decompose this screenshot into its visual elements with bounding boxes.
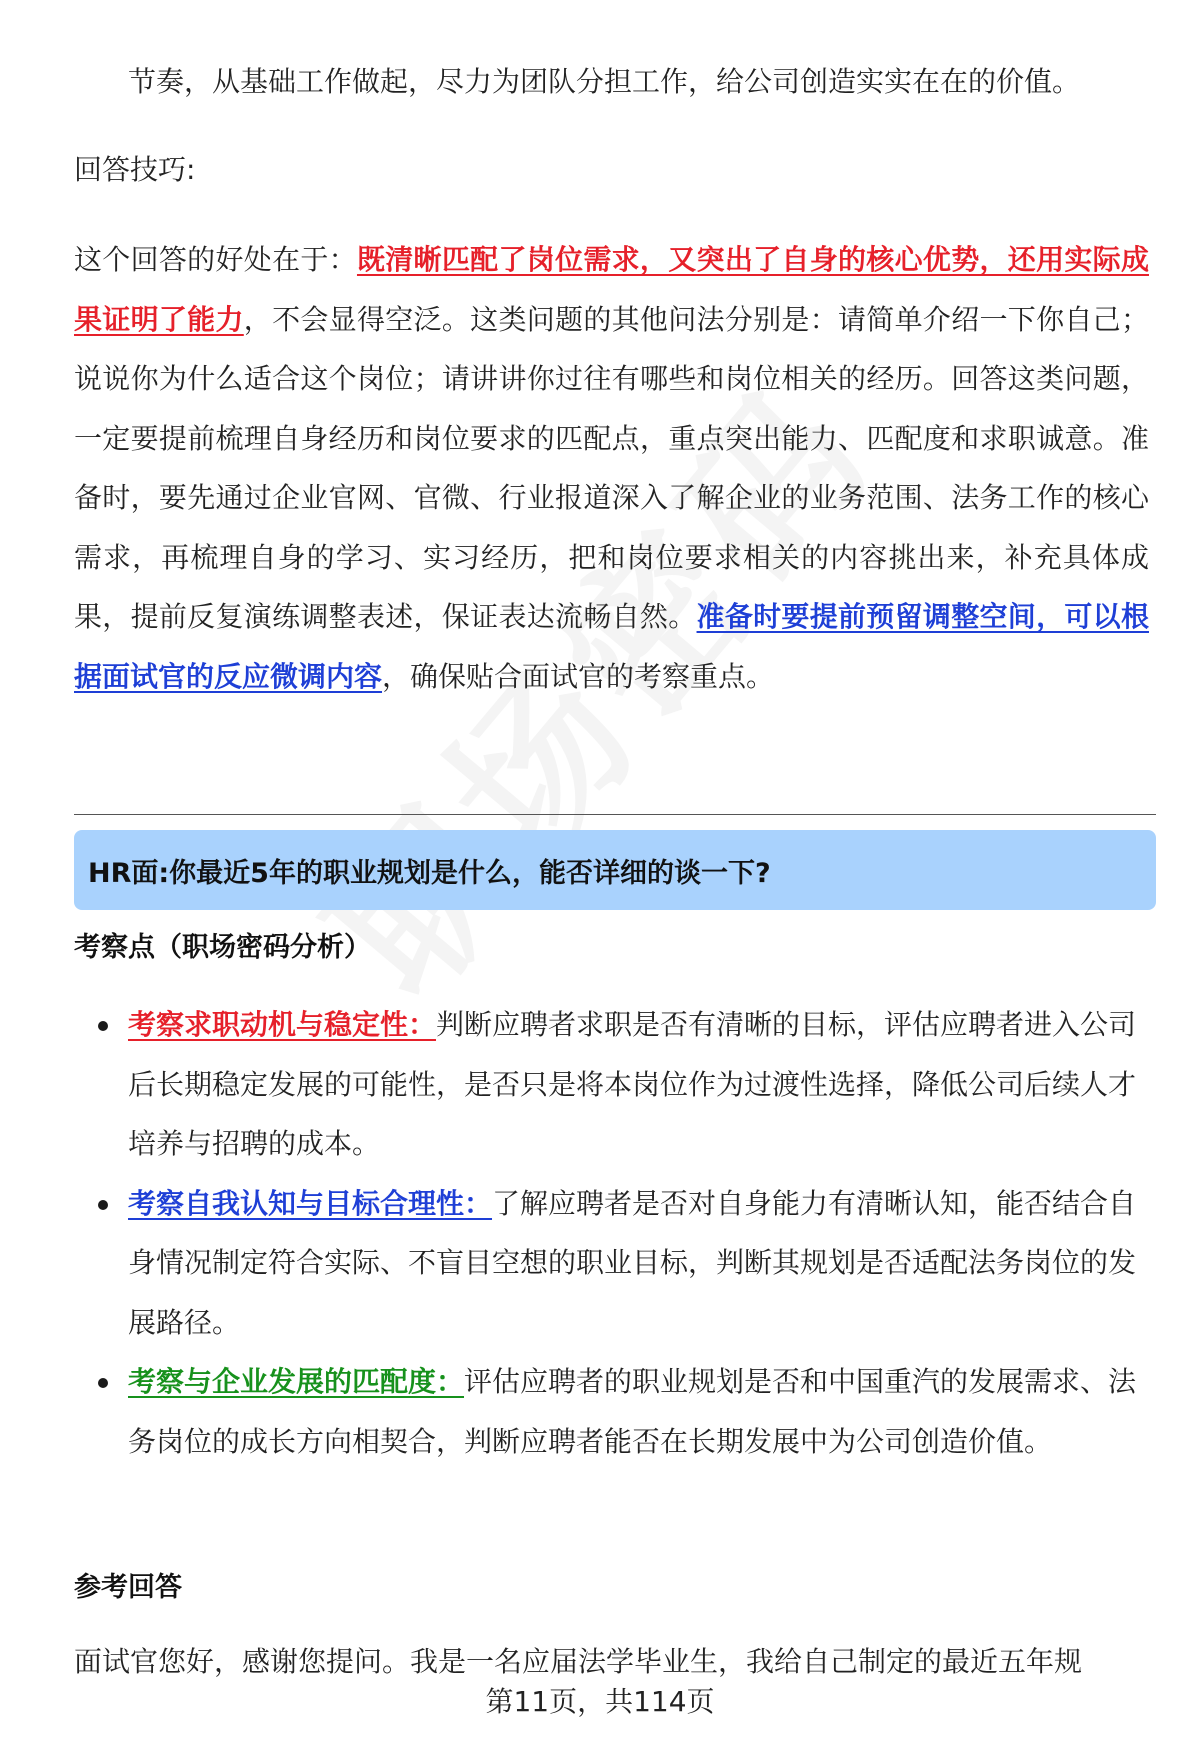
reference-title: 参考回答 [74,1572,182,1603]
tips-heading-text: 回答技巧: [74,153,196,186]
blue-highlight: 准备时要提前预留调整空间，可以根据面试官的反应微调内容 [74,600,1149,693]
analysis-list [74,995,1156,1471]
analysis-text: 了解应聘者是否对自身能力有清晰认知，能否结合自身情况制定符合实际、不盲目空想的职业目标，判断其规划是否适配法务岗位的发展路径。 [128,1186,1137,1339]
analysis-item-motivation [74,995,1156,1174]
section-divider [74,814,1156,815]
analysis-item-company-fit [74,1352,1156,1471]
bullet-dot [98,1021,108,1031]
bullet-dot [98,1378,108,1388]
analysis-text: 判断应聘者求职是否有清晰的目标，评估应聘者进入公司后长期稳定发展的可能性，是否只是将本岗位作为过渡性选择，降低公司后续人才培养与招聘的成本。 [128,1008,1137,1160]
red-highlight: 既清晰匹配了岗位需求，又突出了自身的核心优势，还用实际成果证明了能力 [74,243,1149,336]
tips-body: ，不会显得空泛。这类问题的其他问法分别是：请简单介绍一下你自己；说说你为什么适合这个岗位；请讲讲你过往有哪些和岗位相关的经历。回答这类问题，一定要提前梳理自身经历和岗位要求的匹配点，重点突出能力、匹配度和求职诚意。准备时，要先通过企业官网、官微、行业报道深入了解企业的业务范围、法务工作的核心需求，再梳理自身的学习、实习经历，把和岗位要求相关的内容挑出来，补充具体成果，提前反复演练调整表述，保证表达流畅自然。 [74,302,1149,633]
analysis-label: 考察与企业发展的匹配度： [128,1365,465,1398]
analysis-title: 考察点（职场密码分析） [74,932,371,963]
question-banner [74,830,1156,910]
page-footer: 第11页，共114页 [485,1685,715,1718]
tips-prefix: 这个回答的好处在于： [74,243,357,276]
continuation-paragraph [74,52,1149,112]
analysis-label: 考察求职动机与稳定性： [128,1008,437,1041]
tips-suffix: ，确保贴合面试官的考察重点。 [382,659,775,693]
reference-text: 面试官您好，感谢您提问。我是一名应届法学毕业生，我给自己制定的最近五年规 [74,1645,1083,1678]
continuation-text: 节奏，从基础工作做起，尽力为团队分担工作，给公司创造实实在在的价值。 [128,65,1081,98]
bullet-dot [98,1200,108,1210]
analysis-label: 考察自我认知与目标合理性： [128,1186,493,1220]
question-text: HR面:你最近5年的职业规划是什么，能否详细的谈一下? [88,857,771,889]
tips-heading [74,140,1149,200]
analysis-item-self-awareness [74,1174,1156,1353]
analysis-text: 评估应聘者的职业规划是否和中国重汽的发展需求、法务岗位的成长方向相契合，判断应聘者能否在长期发展中为公司创造价值。 [128,1365,1137,1458]
tips-paragraph [74,230,1149,706]
